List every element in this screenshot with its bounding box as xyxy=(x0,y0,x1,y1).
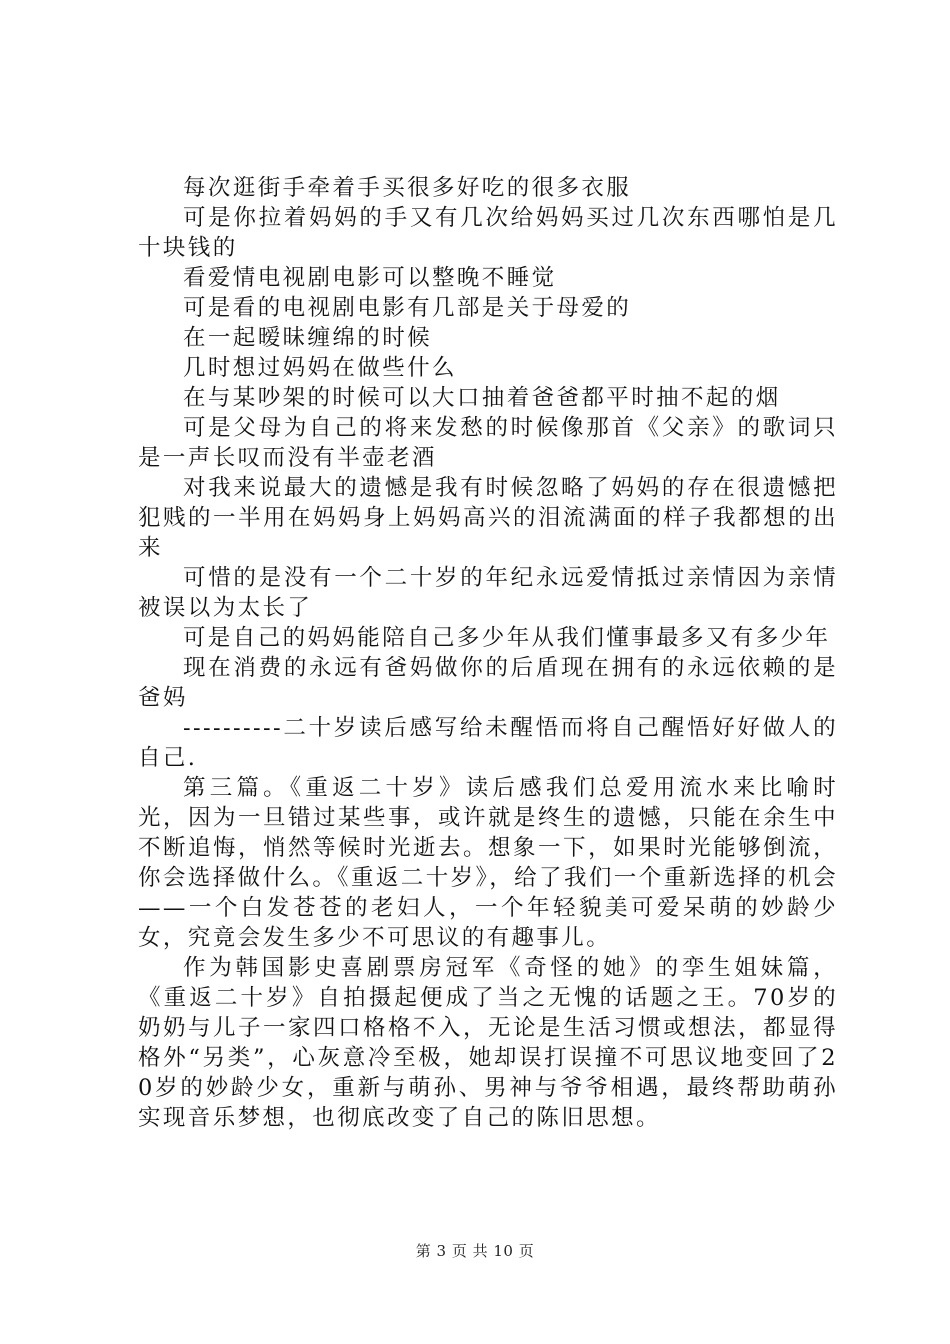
paragraph: 几时想过妈妈在做些什么 xyxy=(183,355,457,381)
paragraph: 对我来说最大的遗憾是我有时候忽略了妈妈的存在很遗憾把犯贱的一半用在妈妈身上妈妈高兴的泪流满面的样子我都想的出来 xyxy=(138,475,838,561)
paragraph: 现在消费的永远有爸妈做你的后盾现在拥有的永远依赖的是爸妈 xyxy=(138,655,838,711)
paragraph: 在一起暧昧缠绵的时候 xyxy=(183,325,433,351)
paragraph: 可是看的电视剧电影有几部是关于母爱的 xyxy=(183,295,632,321)
document-body xyxy=(138,173,838,1133)
paragraph: 可是自己的妈妈能陪自己多少年从我们懂事最多又有多少年 xyxy=(183,625,831,651)
paragraph: 可是父母为自己的将来发愁的时候像那首《父亲》的歌词只是一声长叹而没有半壶老酒 xyxy=(138,415,838,471)
paragraph: ----------二十岁读后感写给未醒悟而将自己醒悟好好做人的自己. xyxy=(138,715,838,771)
paragraph: 可是你拉着妈妈的手又有几次给妈妈买过几次东西哪怕是几十块钱的 xyxy=(138,205,838,261)
paragraph: 每次逛街手牵着手买很多好吃的很多衣服 xyxy=(183,175,632,201)
paragraph: 可惜的是没有一个二十岁的年纪永远爱情抵过亲情因为亲情被误以为太长了 xyxy=(138,565,838,621)
paragraph: 作为韩国影史喜剧票房冠军《奇怪的她》的孪生姐妹篇，《重返二十岁》自拍摄起便成了当之无愧的话题之王。70岁的奶奶与儿子一家四口格格不入，无论是生活习惯或想法，都显得格外“另类”，心灰意冷至极，她却误打误撞不可思议地变回了20岁的妙龄少女，重新与萌孙、男神与爷爷相遇，最终帮助萌孙实现音乐梦想，也彻底改变了自己的陈旧思想。 xyxy=(138,955,838,1131)
paragraph: 在与某吵架的时候可以大口抽着爸爸都平时抽不起的烟 xyxy=(183,385,781,411)
page-number: 第 3 页 共 10 页 xyxy=(415,1242,535,1260)
paragraph: 第三篇。《重返二十岁》读后感我们总爱用流水来比喻时光，因为一旦错过某些事，或许就是终生的遗憾，只能在余生中不断追悔，悄然等候时光逝去。想象一下，如果时光能够倒流，你会选择做什么。《重返二十岁》，给了我们一个重新选择的机会——一个白发苍苍的老妇人，一个年轻貌美可爱呆萌的妙龄少女，究竟会发生多少不可思议的有趣事儿。 xyxy=(138,775,838,951)
paragraph: 看爱情电视剧电影可以整晚不睡觉 xyxy=(183,265,557,291)
page-footer xyxy=(0,1240,950,1261)
